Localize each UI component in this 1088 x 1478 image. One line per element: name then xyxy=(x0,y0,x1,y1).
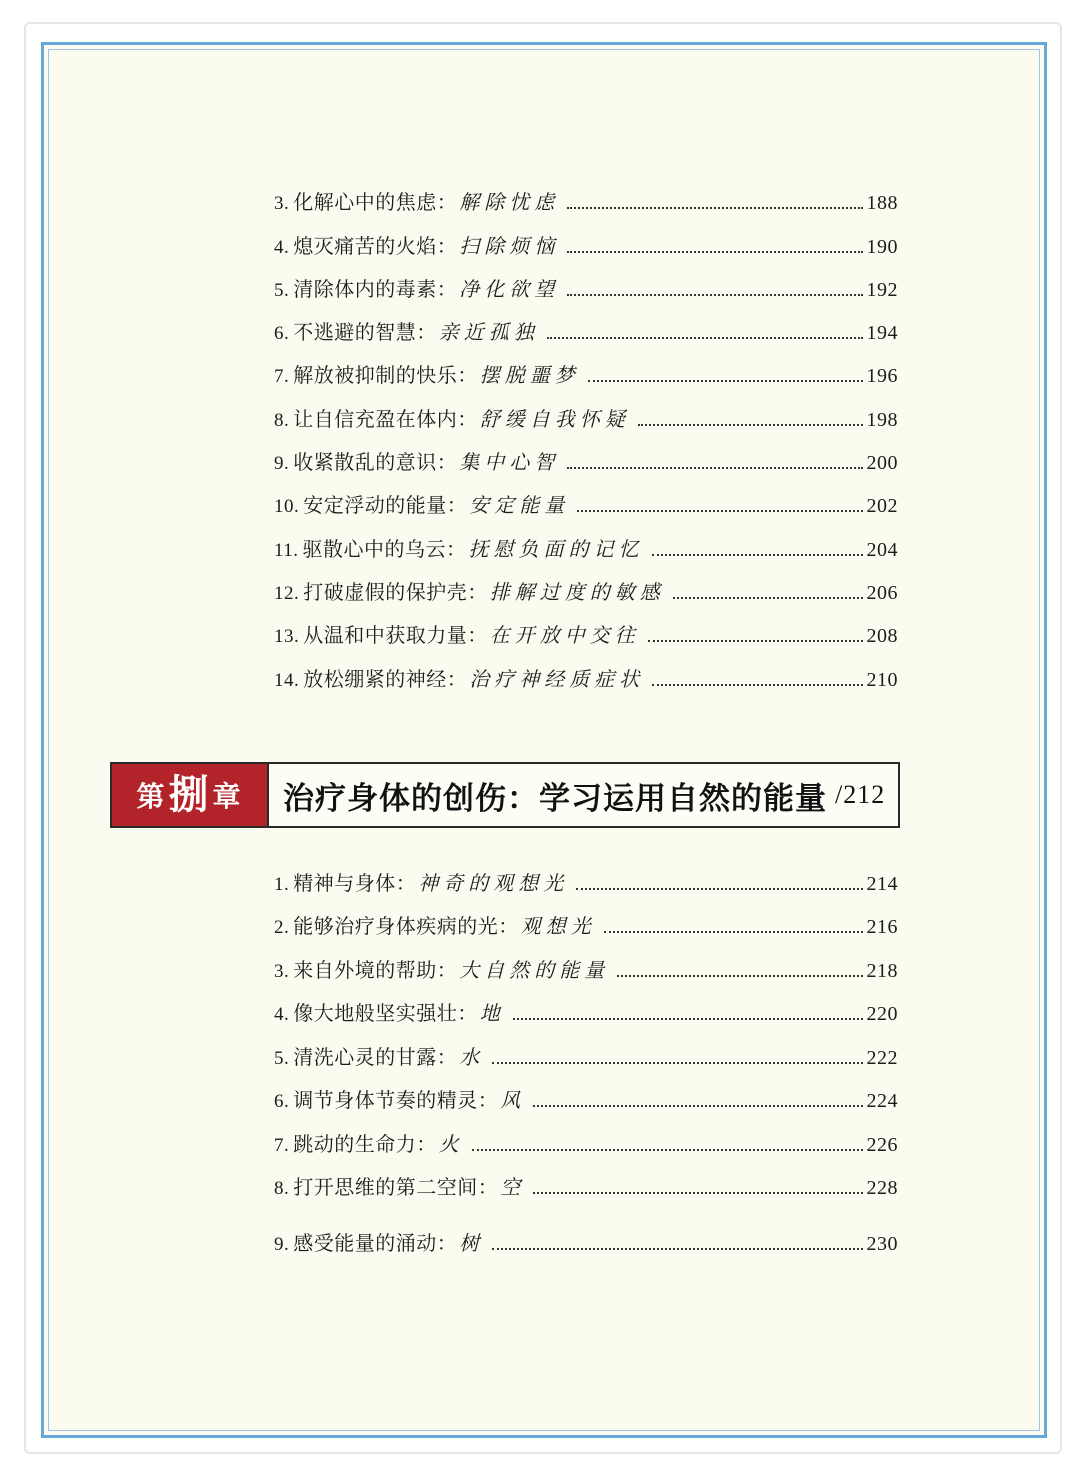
dot-leader xyxy=(533,1192,862,1194)
entry-page-number: 218 xyxy=(866,959,898,982)
entry-page-number: 210 xyxy=(866,668,898,691)
entry-page-number: 198 xyxy=(866,408,898,431)
entry-number: 6. xyxy=(274,1091,290,1112)
dot-leader xyxy=(567,251,862,253)
entry-number: 11. xyxy=(274,539,299,561)
toc-entry[interactable] xyxy=(274,1157,898,1201)
entry-page-number: 224 xyxy=(866,1090,898,1112)
entry-title: 调节身体节奏的精灵： xyxy=(293,1088,499,1112)
toc-section-top xyxy=(274,172,898,692)
entry-number: 6. xyxy=(274,323,290,345)
entry-page-number: 216 xyxy=(866,916,898,938)
toc-entry[interactable] xyxy=(274,939,898,983)
toc-section-bottom xyxy=(274,852,898,1256)
entry-number: 7. xyxy=(274,1134,290,1156)
toc-entry[interactable] xyxy=(274,518,898,561)
toc-entry[interactable] xyxy=(274,475,898,518)
dot-leader xyxy=(567,294,862,296)
entry-title: 化解心中的焦虑： xyxy=(293,190,458,215)
entry-title: 清除体内的毒素： xyxy=(293,276,458,301)
entry-title: 打开思维的第二空间： xyxy=(293,1175,499,1199)
dot-leader xyxy=(617,975,862,977)
chapter-title-text: 治疗身体的创伤：学习运用自然的能量 xyxy=(283,780,827,817)
toc-entry[interactable] xyxy=(274,896,898,940)
toc-entry[interactable] xyxy=(274,605,898,648)
entry-page-number: 208 xyxy=(866,625,898,648)
entry-page-number: 196 xyxy=(866,365,898,388)
dot-leader xyxy=(513,1018,863,1020)
dot-leader xyxy=(576,888,862,890)
entry-page-number: 226 xyxy=(866,1133,898,1156)
toc-entry[interactable] xyxy=(274,648,898,691)
toc-entry[interactable] xyxy=(274,302,898,345)
entry-number: 8. xyxy=(274,1178,290,1199)
entry-subtitle: 火 xyxy=(438,1131,464,1156)
dot-leader xyxy=(492,1248,862,1250)
entry-subtitle: 解除忧虑 xyxy=(459,190,560,215)
entry-subtitle: 安定能量 xyxy=(469,493,570,518)
toc-entry[interactable] xyxy=(274,259,898,302)
entry-subtitle: 舒缓自我怀疑 xyxy=(479,406,630,431)
entry-title: 来自外境的帮助： xyxy=(293,957,458,982)
entry-title: 从温和中获取力量： xyxy=(303,623,488,648)
toc-entry[interactable] xyxy=(274,1026,898,1070)
dot-leader xyxy=(577,510,862,512)
dot-leader xyxy=(652,684,862,686)
dot-leader xyxy=(588,380,863,382)
toc-entry[interactable] xyxy=(274,852,898,896)
toc-entry[interactable] xyxy=(274,388,898,431)
dot-leader xyxy=(648,640,863,642)
dot-leader xyxy=(547,337,863,339)
chapter-number-tag xyxy=(112,764,269,826)
entry-page-number: 228 xyxy=(866,1177,898,1199)
entry-number: 5. xyxy=(274,279,290,301)
entry-page-number: 188 xyxy=(866,192,898,215)
entry-title: 让自信充盈在体内： xyxy=(293,406,478,431)
entry-number: 8. xyxy=(274,409,290,431)
entry-subtitle: 治疗神经质症状 xyxy=(469,666,645,691)
entry-subtitle: 在开放中交往 xyxy=(489,623,640,648)
entry-number: 2. xyxy=(274,917,290,938)
entry-number: 14. xyxy=(274,669,300,691)
entry-title: 感受能量的涌动： xyxy=(293,1231,458,1255)
entry-subtitle: 水 xyxy=(459,1044,485,1069)
entry-title: 能够治疗身体疾病的光： xyxy=(293,914,519,938)
entry-title: 驱散心中的乌云： xyxy=(302,536,467,561)
entry-title: 打破虚假的保护壳： xyxy=(303,579,488,604)
entry-title: 精神与身体： xyxy=(293,870,417,895)
entry-number: 4. xyxy=(274,1004,290,1025)
entry-number: 4. xyxy=(274,236,290,258)
dot-leader xyxy=(567,467,862,469)
entry-subtitle: 扫除烦恼 xyxy=(459,233,560,258)
entry-page-number: 192 xyxy=(866,278,898,301)
chapter-page-number: /212 xyxy=(835,780,886,809)
entry-subtitle: 大自然的能量 xyxy=(459,957,610,982)
dot-leader xyxy=(472,1149,863,1151)
entry-subtitle: 亲近孤独 xyxy=(438,320,539,345)
entry-page-number: 230 xyxy=(866,1233,898,1255)
dot-leader xyxy=(673,597,863,599)
entry-title: 收紧散乱的意识： xyxy=(293,450,458,475)
toc-entry[interactable] xyxy=(274,562,898,605)
entry-number: 1. xyxy=(274,873,290,895)
entry-title: 不逃避的智慧： xyxy=(293,320,437,345)
toc-entry[interactable] xyxy=(274,1070,898,1114)
entry-page-number: 204 xyxy=(866,538,898,561)
toc-entry[interactable] xyxy=(274,172,898,215)
chapter-title xyxy=(269,764,898,826)
entry-number: 5. xyxy=(274,1047,290,1069)
entry-page-number: 214 xyxy=(866,872,898,895)
chapter-tag-suffix: 章 xyxy=(212,780,243,813)
dot-leader xyxy=(638,424,863,426)
entry-number: 3. xyxy=(274,960,290,982)
entry-number: 3. xyxy=(274,193,290,215)
dot-leader xyxy=(567,207,862,209)
dot-leader xyxy=(533,1105,862,1107)
dot-leader xyxy=(492,1062,862,1064)
entry-page-number: 222 xyxy=(866,1046,898,1069)
entry-title: 解放被抑制的快乐： xyxy=(293,363,478,388)
chapter-tag-prefix: 第 xyxy=(136,780,167,813)
toc-entry[interactable] xyxy=(274,1200,898,1256)
entry-subtitle: 净化欲望 xyxy=(459,276,560,301)
entry-number: 7. xyxy=(274,366,290,388)
entry-number: 9. xyxy=(274,1234,290,1255)
entry-subtitle: 树 xyxy=(459,1231,485,1255)
entry-title: 放松绷紧的神经： xyxy=(303,666,468,691)
entry-page-number: 190 xyxy=(866,235,898,258)
entry-subtitle: 神奇的观想光 xyxy=(418,870,569,895)
entry-number: 10. xyxy=(274,496,300,518)
toc-entry[interactable] xyxy=(274,345,898,388)
entry-page-number: 194 xyxy=(866,322,898,345)
entry-title: 安定浮动的能量： xyxy=(303,493,468,518)
entry-subtitle: 排解过度的敏感 xyxy=(489,579,665,604)
entry-page-number: 200 xyxy=(866,452,898,475)
dot-leader xyxy=(604,931,863,933)
entry-subtitle: 抚慰负面的记忆 xyxy=(468,536,644,561)
entry-page-number: 202 xyxy=(866,495,898,518)
entry-subtitle: 风 xyxy=(500,1088,526,1112)
chapter-header[interactable] xyxy=(110,762,900,828)
entry-title: 熄灭痛苦的火焰： xyxy=(293,233,458,258)
toc-entry[interactable] xyxy=(274,432,898,475)
toc-entry[interactable] xyxy=(274,215,898,258)
entry-page-number: 220 xyxy=(866,1003,898,1025)
entry-title: 跳动的生命力： xyxy=(293,1131,437,1156)
entry-title: 清洗心灵的甘露： xyxy=(293,1044,458,1069)
dot-leader xyxy=(652,554,863,556)
entry-title: 像大地般坚实强壮： xyxy=(293,1001,478,1025)
entry-subtitle: 摆脱噩梦 xyxy=(479,363,580,388)
entry-page-number: 206 xyxy=(866,581,898,604)
entry-subtitle: 地 xyxy=(479,1001,505,1025)
toc-entry[interactable] xyxy=(274,1113,898,1157)
entry-number: 12. xyxy=(274,582,300,604)
entry-number: 13. xyxy=(274,626,300,648)
entry-subtitle: 集中心智 xyxy=(459,450,560,475)
entry-subtitle: 观想光 xyxy=(520,914,596,938)
entry-subtitle: 空 xyxy=(500,1175,526,1199)
chapter-tag-number: 捌 xyxy=(168,770,211,818)
entry-number: 9. xyxy=(274,453,290,475)
toc-entry[interactable] xyxy=(274,983,898,1027)
